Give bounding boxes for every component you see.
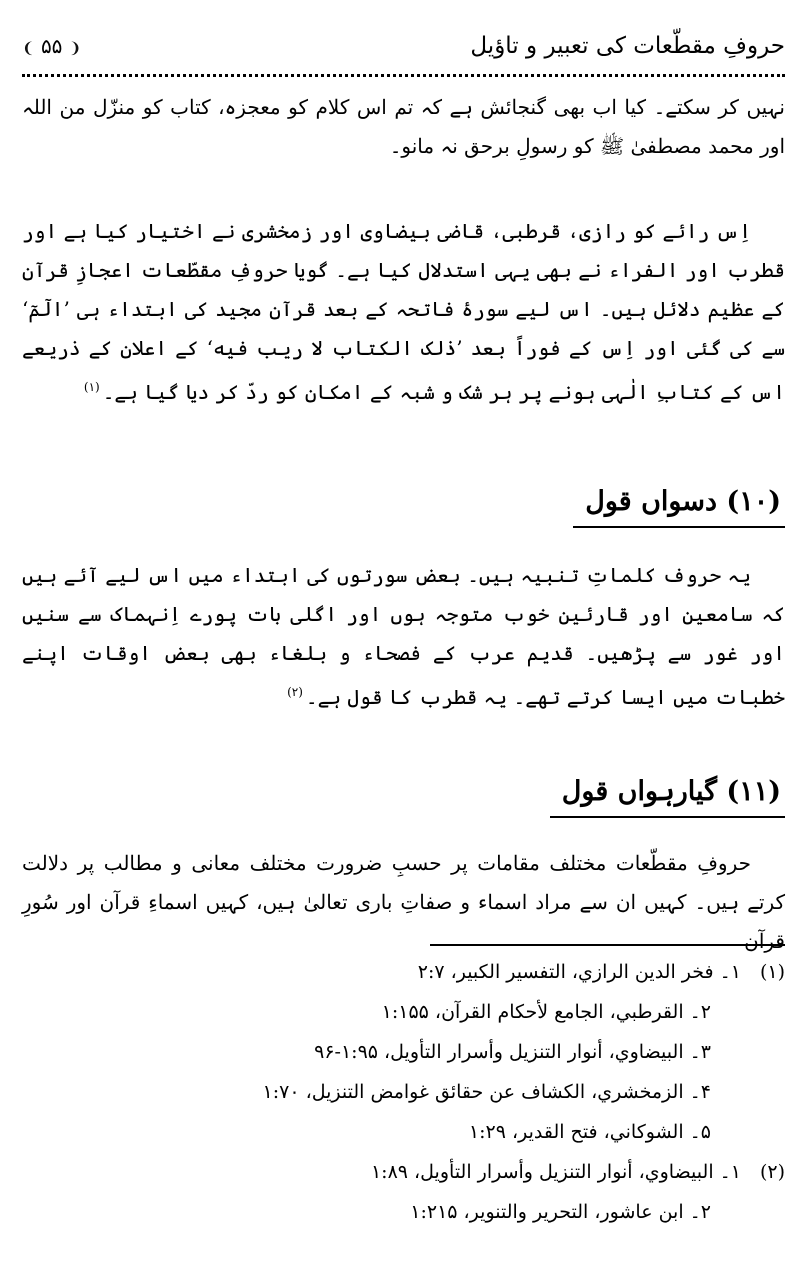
footnote-citation: ۲۔ ابن عاشور، التحرير والتنوير، ۱:۲۱۵ [410,1201,711,1223]
footnote-citation: ۵۔ الشوكاني، فتح القدير، ۱:۲۹ [468,1121,711,1143]
ornament-right-icon: ❩ [68,39,82,57]
section-heading-11: (۱۱) گیارہواں قول [550,770,785,818]
paragraph-text: یہ حروف کلماتِ تنبیہ ہیں۔ بعض سورتوں کی ابتداء میں اس لیے آئے ہیں کہ سامعین اور قارئین خوب متوجہ ہوں اور اگلی بات پورے اِنہماک سے سنیں اور غور سے پڑھیں۔ قدیم عرب کے فصحاء و بلغاء بھی بعض اوقات اپنے خطبات میں ایسا کرتے تھے۔ یہ قطرب کا قول ہے۔ [22,563,785,709]
paragraph-text: حروفِ مقطّعات مختلف مقامات پر حسبِ ضرورت مختلف معانی و مطالب پر دلالت کرتے ہیں۔ کہیں ان سے مراد اسماء و صفاتِ باری تعالیٰ ہیں، کہیں اسماءِ قرآن اور سُورِ قرآن [22,851,785,953]
footnote-entry [22,992,785,1032]
book-page [22,0,785,1275]
paragraph-1 [22,88,785,166]
header-divider [22,74,785,77]
footnote-entry [22,1152,785,1192]
footnote-ref: (۱) [83,380,100,394]
ornament-left-icon: ❨ [22,39,35,57]
footnote-entry [22,1192,785,1232]
footnotes [22,952,785,1232]
footnote-entry [22,1072,785,1112]
paragraph-text: اِس رائے کو رازی، قرطبی، قاضی بیضاوی اور زمخشری نے اختیار کیا ہے اور قطرب اور الفراء نے بھی یہی استدلال کیا ہے۔ گویا حروفِ مقطّعات اعجازِ قرآن کے عظیم دلائل ہیں۔ اس لیے سورۂ فاتحہ کے بعد قرآن مجید کی ابتداء ہی ’الٓمٓ‘ سے کی گئی اور اِس کے فوراً بعد ’ذٰلک الکتاب لا ریب فیه‘ کے اعلان کے ذریعے اس کے کتابِ الٰہی ہونے پر ہر شک و شبہ کے امکان کو ردّ کر دیا گیا ہے۔ [22,219,785,404]
paragraph-2 [22,212,785,412]
footnote-entry [22,1032,785,1072]
footnote-entry [22,1112,785,1152]
footnote-citation: ۳۔ البيضاوي، أنوار التنزيل وأسرار التأويل، ۱:۹۵-۹۶ [314,1041,711,1063]
footnote-entry [22,952,785,992]
footnote-divider [430,944,785,946]
section-heading-10: (۱۰) دسواں قول [573,480,785,528]
footnote-mark: (۲) [759,1161,785,1183]
footnote-citation: ۱۔ فخر الدين الرازي، التفسير الكبير، ۲:۷ [417,961,741,983]
footnote-ref: (۲) [287,685,303,699]
footnote-citation: ۲۔ القرطبي، الجامع لأحكام القرآن، ۱:۱۵۵ [381,1001,711,1023]
page-number: ۵۵ [40,34,63,58]
paragraph-text: نہیں کر سکتے۔ کیا اب بھی گنجائش ہے کہ تم اس کلام کو معجزہ، کتاب کو منزّل من اللہ اور محمد مصطفیٰ ﷺ کو رسولِ برحق نہ مانو۔ [22,95,785,158]
page-header [22,28,785,72]
footnote-citation: ۴۔ الزمخشري، الكشاف عن حقائق غوامض التنزيل، ۱:۷۰ [262,1081,711,1103]
footnote-mark: (۱) [759,961,785,983]
footnote-citation: ۱۔ البيضاوي، أنوار التنزيل وأسرار التأويل، ۱:۸۹ [370,1161,741,1183]
page-number-box [22,30,81,64]
paragraph-3 [22,556,785,717]
running-title: حروفِ مقطّعات کی تعبیر و تاؤیل [470,33,785,59]
